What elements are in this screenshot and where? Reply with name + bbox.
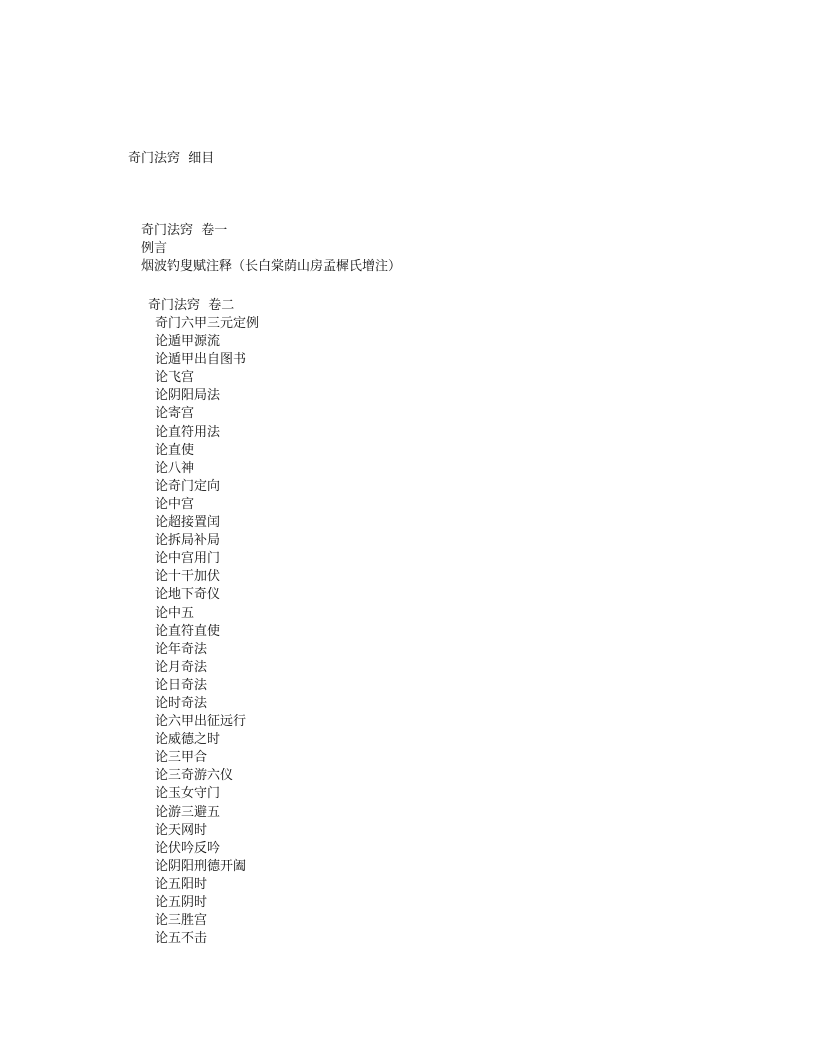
toc-item: 论六甲出征远行 bbox=[155, 714, 247, 730]
toc-item: 论阴阳局法 bbox=[155, 388, 221, 404]
toc-item: 论中五 bbox=[155, 605, 195, 621]
toc-item: 论直使 bbox=[155, 442, 195, 458]
toc-item: 论拆局补局 bbox=[155, 533, 221, 549]
toc-item: 论五不击 bbox=[155, 931, 208, 947]
toc-item: 论月奇法 bbox=[155, 659, 208, 675]
toc-item: 论直符直使 bbox=[155, 623, 221, 639]
toc-item: 论五阳时 bbox=[155, 876, 208, 892]
toc-item: 论五阴时 bbox=[155, 895, 208, 910]
toc-item: 论三胜宫 bbox=[155, 913, 208, 929]
toc-item: 论超接置闰 bbox=[155, 515, 221, 531]
volume-1-heading: 奇门法窍 卷一 bbox=[141, 223, 228, 238]
volume-1-section bbox=[141, 222, 401, 276]
toc-item: 论寄宫 bbox=[155, 406, 195, 422]
document-title: 奇门法窍 细目 bbox=[128, 151, 215, 166]
toc-item: 论三奇游六仪 bbox=[155, 768, 234, 784]
toc-item: 论飞宫 bbox=[155, 370, 195, 386]
toc-item: 奇门六甲三元定例 bbox=[155, 316, 260, 331]
toc-item: 论三甲合 bbox=[155, 750, 208, 766]
toc-item: 论时奇法 bbox=[155, 695, 208, 711]
volume-2-list bbox=[155, 315, 259, 948]
toc-item: 论伏吟反吟 bbox=[155, 840, 221, 856]
toc-item: 论游三避五 bbox=[155, 804, 221, 820]
volume-2-heading: 奇门法窍 卷二 bbox=[148, 298, 235, 313]
toc-item: 论天网时 bbox=[155, 822, 208, 838]
toc-item: 例言 bbox=[141, 241, 168, 257]
toc-item: 论遁甲源流 bbox=[155, 334, 221, 350]
toc-item: 论阴阳刑德开阖 bbox=[155, 858, 247, 874]
toc-item: 论十干加伏 bbox=[155, 569, 221, 585]
toc-item: 论遁甲出自图书 bbox=[155, 352, 247, 368]
toc-item: 论八神 bbox=[155, 460, 195, 476]
toc-item: 论地下奇仪 bbox=[155, 587, 221, 603]
toc-item: 论日奇法 bbox=[155, 677, 208, 693]
toc-item: 论奇门定向 bbox=[155, 478, 221, 494]
toc-item: 论威德之时 bbox=[155, 732, 221, 748]
toc-item: 论直符用法 bbox=[155, 424, 221, 440]
toc-item: 论中宫 bbox=[155, 496, 195, 512]
toc-item: 论中宫用门 bbox=[155, 551, 221, 567]
toc-item: 论玉女守门 bbox=[155, 786, 221, 802]
toc-item: 烟波钓叟赋注释（长白棠荫山房孟樨氏增注） bbox=[141, 259, 402, 275]
toc-item: 论年奇法 bbox=[155, 641, 208, 657]
